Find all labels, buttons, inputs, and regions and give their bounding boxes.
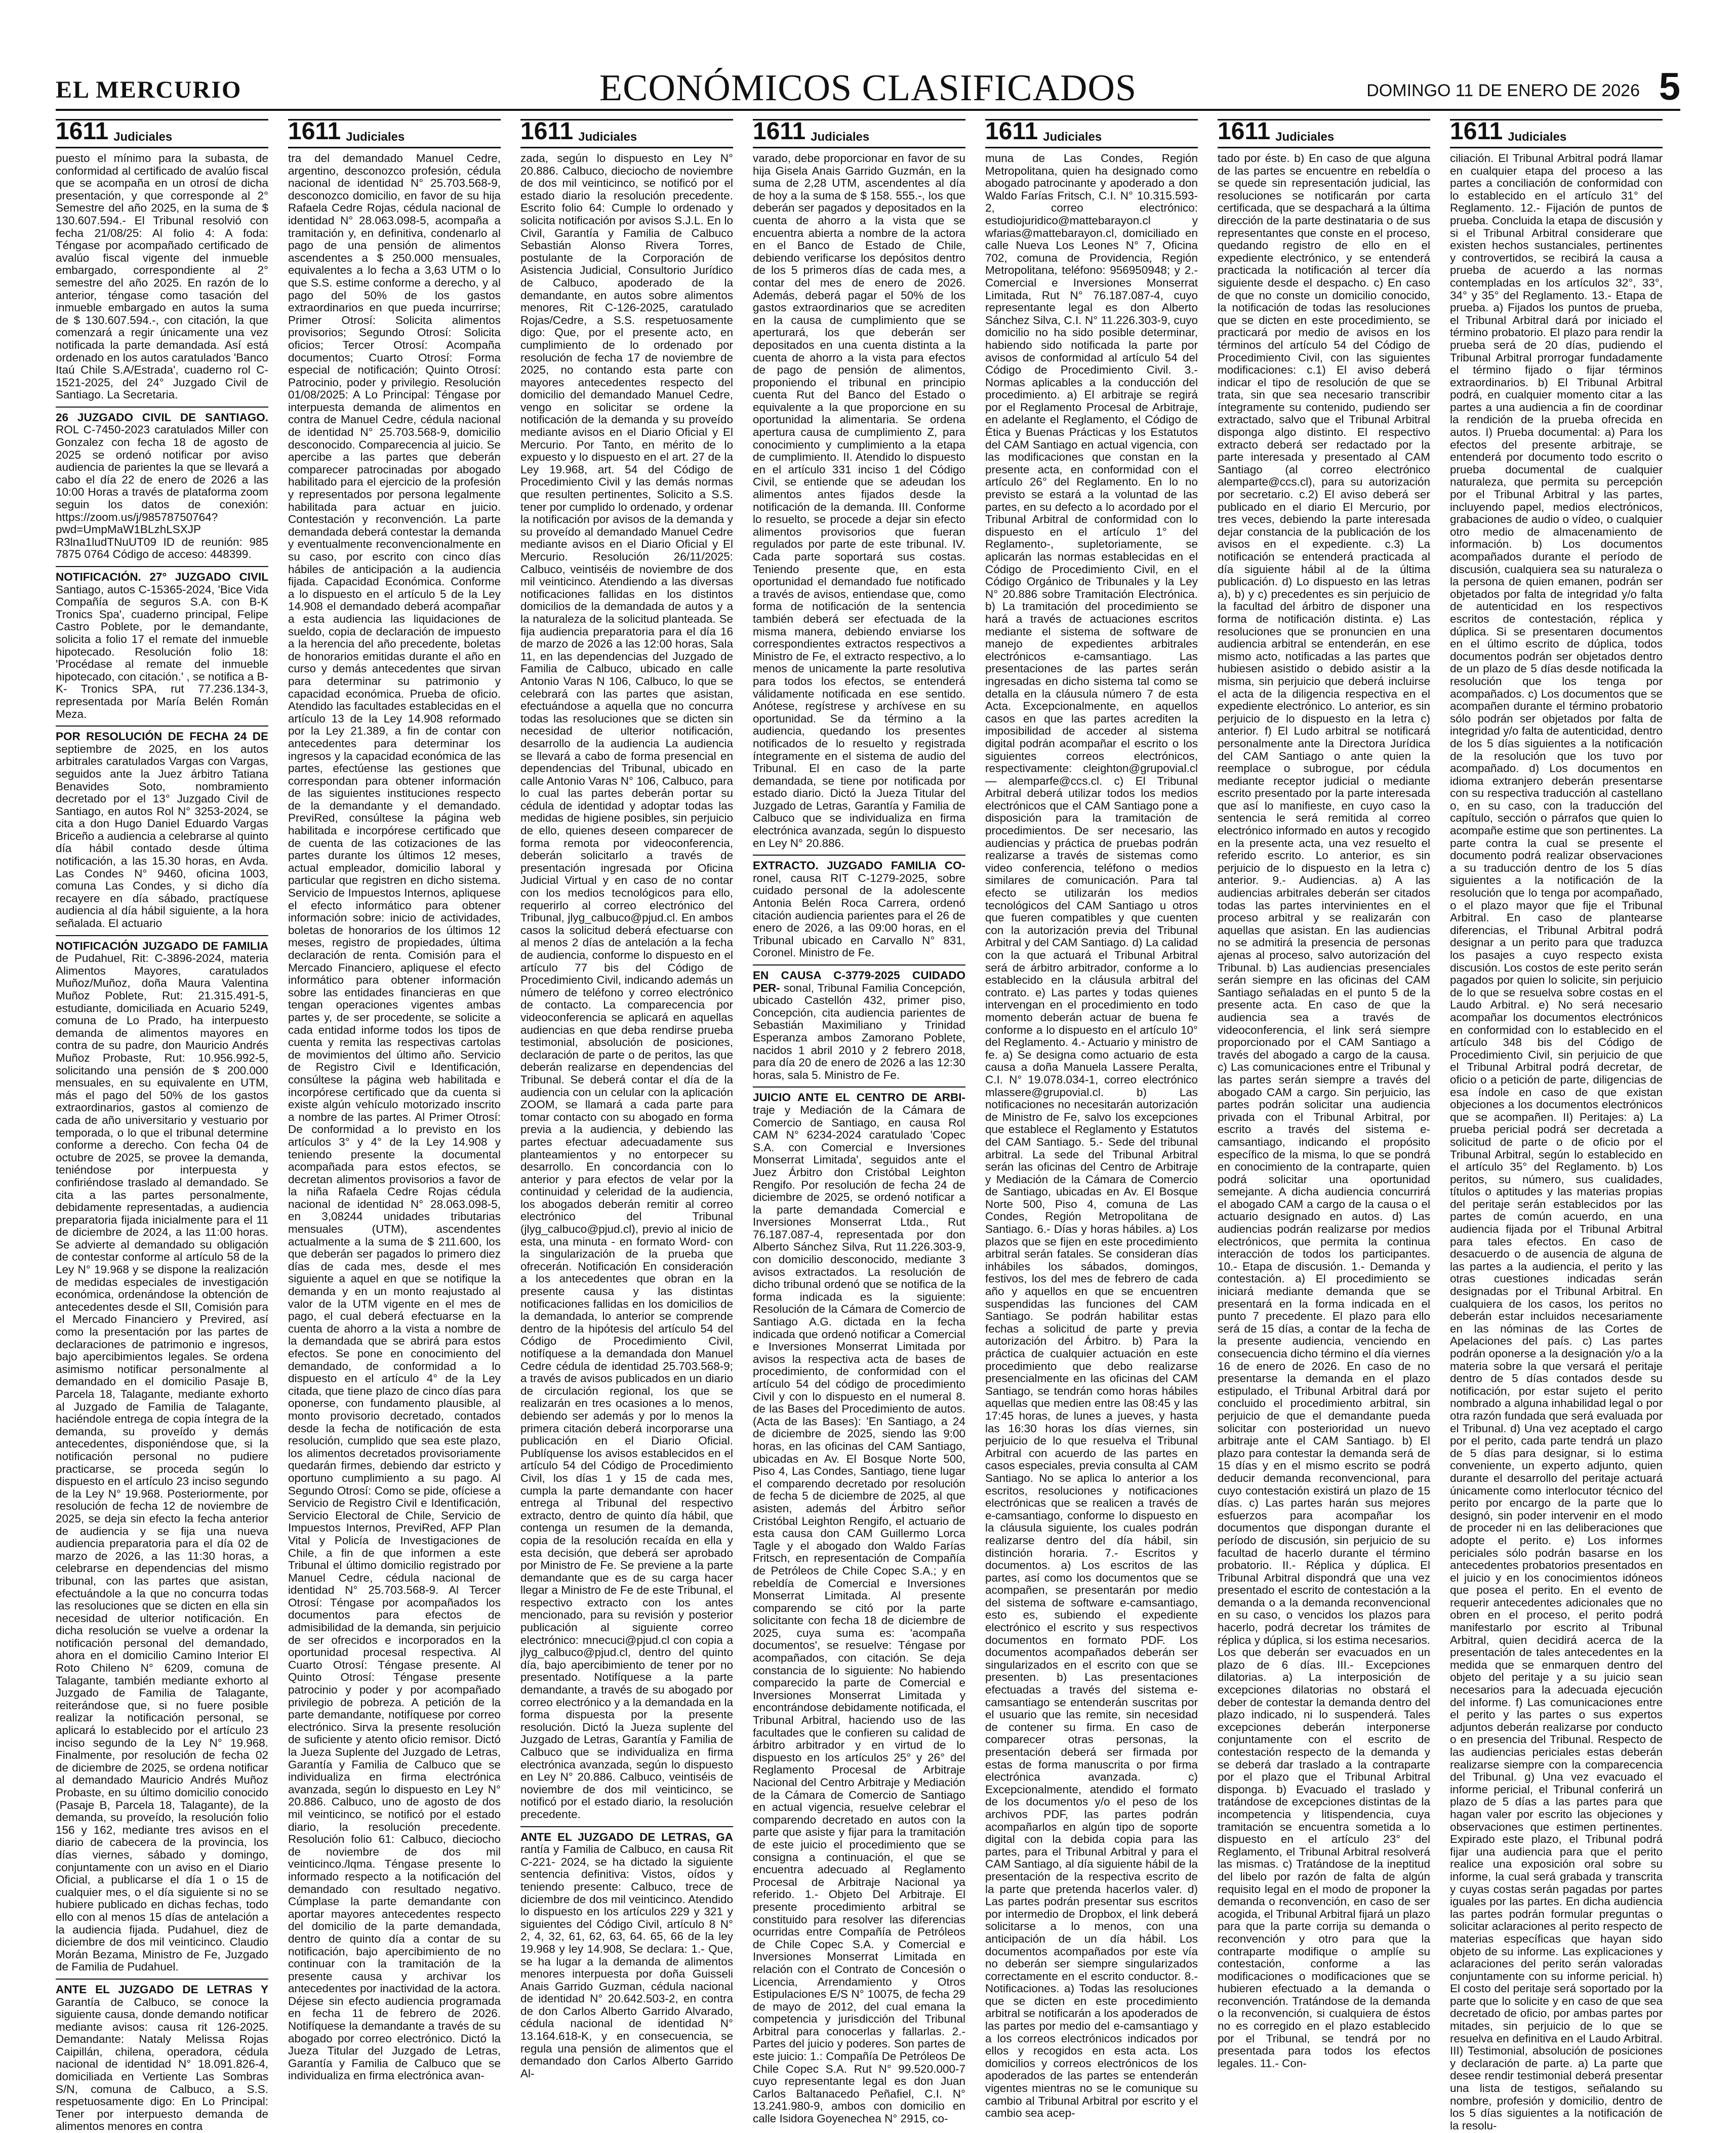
notice-body: tado por éste. b) En caso de que alguna de las partes se encuentre en rebeldía o se quede sin representación judicial, las resoluciones se notificarán por carta certificada, que se despachará a la última dirección de la parte destinataria o de sus representantes que conste en el proceso, quedando registro de ello en el expediente electrónico, y se entenderá practicada la notificación al tercer día siguiente desde el despacho. c) En caso de que no conste un domicilio conocido, la notificación de todas las resoluciones que se dicten en este procedimiento, se practicará por medio de avisos en los términos del artículo 54 del Código de Procedimiento Civil, con las siguientes modificaciones: c.1) El aviso deberá indicar el tipo de resolución de que se trata, sin que sea necesario transcribir íntegramente su contenido, pudiendo ser extractado, salvo que el Tribunal Arbitral disponga algo distinto. El respectivo extracto deberá ser redactado por la parte interesada y presentado al CAM Santiago (al correo electrónico alemparte@ccs.cl), para su autorización por secretario. c.2) El aviso deberá ser publicado en el diario El Mercurio, por tres veces, debiendo la parte interesada dejar constancia de la publicación de los avisos en el expediente. c.3) La notificación se entenderá practicada al día siguiente hábil al de la última publicación. d) Lo dispuesto en las letras a), b) y c) precedentes es sin perjuicio de la facultad del árbitro de disponer una forma de notificación distinta. e) Las resoluciones que se pronuncien en una audiencia arbitral se entenderán, en ese mismo acto, notificadas a las partes que hubiesen asistido o debido asistir a la misma, sin perjuicio que deberá incluirse el acta de la diligencia respectiva en el expediente electrónico. Lo anterior, es sin perjuicio de lo dispuesto en la letra c) anterior. f) El Ludo arbitral se notificará personalmente ante la Directora Jurídica del CAM Santiago o ante quien la reemplace o subrogue, por cédula mediante receptor judicial o mediante escrito presentado por la parte interesada que así lo manifieste, en cuyo caso la sentencia le será remitida al correo electrónico informado en autos y recogido en la presente acta, una vez resuelto el referido escrito. Lo anterior, es sin perjuicio de lo dispuesto en la letra c) anterior. 9.- Audiencias. a) A las audiencias arbitrales deberán ser citados todas las partes intervinientes en el proceso arbitral y se realizarán con aquellas que asistan. En las audiencias no se admitirá la presencia de personas ajenas al proceso, salvo autorización del Tribunal. b) Las audiencias presenciales serán siempre en las oficinas del CAM Santiago señaladas en el punto 5 de la presente acta. En caso de que la audiencia sea a través de videoconferencia, el link será siempre proporcionado por el CAM Santiago a través del abogado a cargo de la causa. c) Las comunicaciones entre el Tribunal y las partes serán siempre a través del abogado CAM a cargo. Sin perjuicio, las partes podrán solicitar una audiencia privada con el Tribunal Arbitral, por escrito a través del sistema e-camsantiago, indicando el propósito específico de la misma, lo que se pondrá en conocimiento de la contraparte, quien podrá solicitar una oportunidad semejante. A dicha audiencia concurrirá el abogado CAM a cargo de la causa o el actuario designado en autos. d) Las audiencias podrán realizarse por medios electrónicos, que permita la continua interacción de todos los participantes. 10.- Etapa de discusión. 1.- Demanda y contestación. a) El procedimiento se iniciará mediante demanda que se presentará en la forma indicada en el punto 7 precedente. El plazo para ello será de 15 días, a contar de la fecha de la presente audiencia, venciendo en consecuencia dicho término el día viernes 16 de enero de 2026. En caso de no presentarse la demanda en el plazo estipulado, el Tribunal Arbitral dará por concluido el procedimiento arbitral, sin perjuicio de que el demandante pueda solicitar con posterioridad un nuevo arbitraje ante el CAM Santiago. b) El plazo para contestar la demanda será de 15 días y en el mismo escrito se podrá deducir demanda reconvencional, para cuyo contestación existirá un plazo de 15 días. c) Las partes harán sus mejores esfuerzos para acompañar los documentos que dispongan durante el período de discusión, sin perjuicio de su facultad de hacerlo durante el término probatorio. II.- Réplica y dúplica. El Tribunal Arbitral dispondrá que una vez presentado el escrito de contestación a la demanda o a la demanda reconvencional en su caso, o vencidos los plazos para hacerlo, podrá decretar los trámites de réplica y dúplica, si los estima necesarios. Los que deberán ser evacuados en un plazo de 6 días. III.- Excepciones dilatorias. a) La interposición de excepciones dilatorias no obstará el deber de contestar la demanda dentro del plazo indicado, ni lo suspenderá. Tales excepciones deberán interponerse conjuntamente con el escrito de contestación respecto de la demanda y se deberá dar traslado a la contraparte por el plazo que el Tribunal Arbitral disponga. b) Evacuado el traslado y tratándose de excepciones distintas de la incompetencia y litispendencia, cuya tramitación se encuentra sometida a lo dispuesto en el artículo 23° del Reglamento, el Tribunal Arbitral resolverá las mismas. c) Tratándose de la ineptitud del libelo por razón de falta de algún requisito legal en el modo de proponer la demanda o reconvención, en caso de ser acogida, el Tribunal Arbitral fijará un plazo para que la parte corrija su demanda o reconvención y otro para que la contraparte modifique o amplíe su contestación, conforme a las modificaciones o modificaciones que se hubieren efectuado a la demanda o reconvención. Tratándose de la demanda o la reconvención, si cualquiera de éstos no es corregido en el plazo establecido por el Tribunal, se tendrá por no presentada para todos los efectos legales. 11.- Con- xyxy=(1218,152,1430,2070)
notice-body: ROL C-7450-2023 caratulados Miller con Gonzalez con fecha 18 de agosto de 2025 se ordenó notificar por aviso audiencia de parientes la que se llevará a cabo el día 22 de enero de 2026 a las 10:00 Horas a través de plataforma zoom seguin los datos de conexión: https://zoom.us/j/98578750764?pwd=UmpMaW1BLzhLSXJP R3lna1ludTNuUT09 ID de reunión: 985 7875 0764 Código de acceso: 448399. xyxy=(56,423,268,561)
page-number: 5 xyxy=(1659,65,1680,108)
legal-notice xyxy=(520,1831,733,2080)
notice-body: Santiago, autos C-15365-2024, 'Bice Vida Compañía de seguros S.A. con B-K Tronics Spa', cuaderno principal, Felipe Castro Poblete, por le demandante, solicita a folio 17 el remate del inmueble hipotecado. Resolución folio 18: 'Procédase al remate del inmueble hipotecado, con citación.' , se notifica a B-K- Tronics SPA, rut 77.236.134-3, representada por María Belén Román Meza. xyxy=(56,583,268,720)
notice-body: sonal, Tribunal Familia Concepción, ubicado Castellón 432, primer piso, Concepción, cita audiencia parientes de Sebastián Maximiliano y Trinidad Esperanza ambos Zamorano Poblete, nacidos 1 abril 2010 y 2 febrero 2018, para día 20 de enero de 2026 a las 12:30 horas, sala 5. Ministro de Fe. xyxy=(753,981,965,1081)
category-number: 1611 xyxy=(56,118,109,145)
legal-notice xyxy=(753,970,965,1081)
notice-divider xyxy=(56,566,268,567)
classifieds-column xyxy=(1218,118,1430,2070)
classifieds-column xyxy=(288,118,501,2082)
classifieds-columns xyxy=(56,118,1680,2133)
legal-notice xyxy=(56,731,268,930)
legal-notice xyxy=(985,152,1198,2120)
notice-body: zada, según lo dispuesto en Ley N° 20.886. Calbuco, dieciocho de noviembre de dos mil veinticinco, se notificó por el estado diario la resolución precedente. Escrito folio 64: Cumple lo ordenado y solicita notificación por avisos S.J.L. En lo Civil, Garantía y Familia de Calbuco Sebastián Alonso Rivera Torres, postulante de la Corporación de Asistencia Judicial, Consultorio Jurídico de Calbuco, apoderado de la demandante, en autos sobre alimentos menores, Rit C-126-2025, caratulado Rojas/Cedre, a S.S. respetuosamente digo: Que, por el presente acto, en cumplimiento de lo ordenado por resolución de fecha 17 de noviembre de 2025, no contando esta parte con mayores antecedentes respecto del domicilio del demandado Manuel Cedre, vengo en solicitar se ordene la notificación de la demanda y su proveído mediante avisos en el Diario Oficial y El Mercurio. Por Tanto, en mérito de lo expuesto y lo dispuesto en el art. 27 de la Ley 19.968, art. 54 del Código de Procedimiento Civil y las demás normas que resulten pertinentes, Solicito a S.S. tener por cumplido lo ordenado, y ordenar la notificación por avisos de la demanda y su proveído al demandado Manuel Cedre mediante avisos en el Diario Oficial y El Mercurio. Resolución 26/11/2025: Calbuco, veintiséis de noviembre de dos mil veinticinco. Atendiendo a las diversas notificaciones fallidas en los distintos domicilios de la demandada de autos y a la naturaleza de la solicitud planteada. Se fija audiencia preparatoria para el día 16 de marzo de 2026 a las 12:00 horas, Sala 11, en las dependencias del Juzgado de Familia de Calbuco, ubicado en calle Antonio Varas N 106, Calbuco, lo que se celebrará con las partes que asistan, efectuándose a aquella que no concurra todas las resoluciones que se dicten sin necesidad de ulterior notificación, desarrollo de la audiencia La audiencia se llevará a cabo de forma presencial en dependencias del Tribunal, ubicado en calle Antonio Varas N° 106, Calbuco, para lo cual las partes deberán portar su cédula de identidad y adoptar todas las medidas de higiene posibles, sin perjuicio de ello, quienes deseen comparecer de forma remota por videoconferencia, deberán solicitarlo a través de presentación ingresada por Oficina Judicial Virtual y en caso de no contar con los medios tecnológicos para ello, requerirlo al correo electrónico del Tribunal, jlyg_calbuco@pjud.cl. En ambos casos la solicitud deberá efectuarse con al menos 2 días de antelación a la fecha de audiencia, conforme lo dispuesto en el artículo 77 bis del Código de Procedimiento Civil, indicando además un número de teléfono y correo electrónico de contacto. La comparecencia por videoconferencia se aplicará en aquellas audiencias en que deba rendirse prueba testimonial, absolución de posiciones, declaración de parte o de peritos, las que deberán realizarse en dependencias del Tribunal. Se deberá contar el día de la audiencia con un celular con la aplicación ZOOM, se llamará a cada parte para tomar contacto con su abogado en forma previa a la audiencia, y debiendo las partes efectuar adecuadamente sus planteamientos y no entorpecer su desarrollo. En concordancia con lo anterior y para efectos de velar por la continuidad y celeridad de la audiencia, los abogados deberán remitir al correo electrónico del Tribunal (jlyg_calbuco@pjud.cl), previo al inicio de esta, una minuta - en formato Word- con la singularización de la prueba que ofrecerán. Notificación En consideración a los antecedentes que obran en la presente causa y las distintas notificaciones fallidas en los domicilios de la demandada, lo anterior se comprende dentro de la hipótesis del artículo 54 del Código de Procedimiento Civil, notifíquese a la demandada don Manuel Cedre cédula de identidad 25.703.568-9; a través de avisos publicados en un diario de circulación regional, los que se realizarán en tres ocasiones a lo menos, debiendo ser además y por lo menos la primera citación deberá incorporarse una publicación en el Diario Oficial. Publíquense los avisos establecidos en el artículo 54 del Código de Procedimiento Civil, los días 1 y 15 de cada mes, cumpla la parte demandante con hacer entrega al Tribunal del respectivo extracto, dentro de quinto día hábil, que contenga un resumen de la demanda, copia de la resolución recaída en ella y esta decisión, que deberá ser aprobado por Ministro de Fe. Se previene a la parte demandante que es de su carga hacer llegar a Ministro de Fe de este Tribunal, el respectivo extracto con los antes mencionado, para su revisión y posterior publicación al siguiente correo electrónico: mnecuci@pjud.cl con copia a jlyg_calbuco@pjud.cl, dentro del quinto día, bajo apercibimiento de tener por no presentado. Notifíquese a la parte demandante, a través de su abogado por correo electrónico y a la demandada en la forma dispuesta por la presente resolución. Dictó la Jueza suplente del Juzgado de Letras, Garantía y Familia de Calbuco que se individualiza en firma electrónica avanzada, según lo dispuesto en Ley N° 20.886. Calbuco, veintiséis de noviembre de dos mil veinticinco, se notificó por el estado diario, la resolución precedente. xyxy=(520,152,733,1821)
legal-notice xyxy=(56,412,268,561)
legal-notice xyxy=(56,940,268,1974)
category-header xyxy=(1218,119,1430,148)
notice-body: Garantía de Calbuco, se conoce la siguiente causa, donde demando notificar mediante avisos: causa rit 126-2025. Demandante: Nataly Melissa Rojas Caipillán, chilena, operadora, cédula nacional de identidad N° 18.091.826-4, domiciliada en Vertiente Las Sombras S/N, comuna de Calbuco, a S.S. respetuosamente digo: En Lo Principal: Tener por interpuesto demanda de alimentos menores en contra xyxy=(56,1995,268,2133)
classifieds-column xyxy=(985,118,1198,2120)
category-header xyxy=(56,119,268,148)
legal-notice xyxy=(1218,152,1430,2070)
newspaper-name: EL MERCURIO xyxy=(56,76,242,103)
category-label: Judiciales xyxy=(1043,130,1102,144)
category-number: 1611 xyxy=(288,118,341,145)
notice-body: de Pudahuel, Rit: C-3896-2024, materia Alimentos Mayores, caratulados Muñoz/Muñoz, doña Maura Valentina Muñoz Poblete, Rut: 21.315.491-5, estudiante, domiciliada en Acuario 5249, comuna de Lo Prado, ha interpuesto demanda de alimentos mayores en contra de su padre, don Mauricio Andrés Muñoz Probaste, Rut: 10.956.992-5, solicitando una pensión de $ 200.000 mensuales, en su equivalente en UTM, más el pago del 50% de los gastos extraordinarios, gastos al comienzo de cada de año universitario y vestuario por temporada, o lo que el tribunal determine conforme a derecho. Con fecha 04 de octubre de 2025, se provee la demanda, teniéndose por interpuesta y confiriéndose traslado al demandado. Se cita a las partes personalmente, debidamente representadas, a audiencia preparatoria fijada inicialmente para el 11 de diciembre de 2024, a las 11:00 horas. Se advierte al demandado su obligación de contestar conforme al artículo 58 de la Ley N° 19.968 y se dispone la realización de medidas especiales de investigación económica, ordenándose la obtención de antecedentes desde el SII, Comisión para el Mercado Financiero y Previred, así como la presentación por las partes de declaraciones de patrimonio e ingresos, bajo apercibimientos legales. Se ordena asimismo notificar personalmente al demandado en el domicilio Pasaje B, Parcela 18, Talagante, mediante exhorto al Juzgado de Familia de Talagante, haciéndole entrega de copia íntegra de la demanda, su proveído y demás antecedentes, disponiéndose que, si la notificación personal no pudiere practicarse, se proceda según lo dispuesto en el artículo 23 inciso segundo de la Ley N° 19.968. Posteriormente, por resolución de fecha 12 de noviembre de 2025, se deja sin efecto la fecha anterior de audiencia y se fija una nueva audiencia preparatoria para el día 02 de marzo de 2026, a las 11:30 horas, a celebrarse en dependencias del mismo tribunal, con las partes que asistan, efectuándole a la que no concurra todas las resoluciones que se dicten en ella sin necesidad de ulterior notificación. En dicha resolución se vuelve a ordenar la notificación personal del demandado, ahora en el domicilio Camino Interior El Roto Chileno N° 6209, comuna de Talagante, también mediante exhorto al Juzgado de Familia de Talagante, reiterándose que, si no fuere posible realizar la notificación personal, se aplicará lo establecido por el artículo 23 inciso segundo de la Ley N° 19.968. Finalmente, por resolución de fecha 02 de diciembre de 2025, se ordena notificar al demandado Mauricio Andrés Muñoz Probaste, en su último domicilio conocido (Pasaje B, Parcela 18, Talagante), de la demanda, su proveído, la resolución folio 156 y 162, mediante tres avisos en el diario de cabecera de la provincia, los días viernes, sábado y domingo, conjuntamente con un aviso en el Diario Oficial, a publicarse el día 1 o 15 de cualquier mes, o el día siguiente si no se hubiere publicado en dichas fechas, todo ello con al menos 15 días de antelación a la audiencia fijada. Pudahuel, diez de diciembre de dos mil veinticinco. Claudio Morán Bezama, Ministro de Fe, Juzgado de Familia de Pudahuel. xyxy=(56,952,268,1974)
category-number: 1611 xyxy=(1218,118,1271,145)
category-number: 1611 xyxy=(1450,118,1503,145)
notice-lead: EXTRACTO. JUZGADO FAMILIA CO- xyxy=(753,859,965,872)
notice-body: muna de Las Condes, Región Metropolitana, quien ha designado como abogado patrocinante y apoderado a don Waldo Farías Fritsch, C.I. N° 10.315.593-2, correo electrónico: estudiojuridico@mattebarayon.cl y wfarias@mattebarayon.cl, domiciliado en calle Nueva Los Leones N° 7, Oficina 702, comuna de Providencia, Región Metropolitana, teléfono: 956950948; y 2.- Comercial e Inversiones Monserrat Limitada, Rut N° 76.187.087-4, cuyo representante legal es don Alberto Sánchez Silva, C.I. N° 11.226.303-9, cuyo domicilio no ha sido posible determinar, habiendo sido notificada la parte por avisos de conformidad al artículo 54 del Código de Procedimiento Civil. 3.- Normas aplicables a la conducción del procedimiento. a) El arbitraje se regirá por el Reglamento Procesal de Arbitraje, en adelante el Reglamento, el Código de Ética y Buenas Prácticas y los Estatutos del CAM Santiago en actual vigencia, con las modificaciones que constan en la presente acta, en conformidad con el artículo 26° del Reglamento. En lo no previsto se estará a la voluntad de las partes, en su defecto a lo acordado por el Tribunal Arbitral de conformidad con lo dispuesto en el artículo 1° del Reglamento-, supletoriamente, se aplicarán las normas establecidas en el Código de Procedimiento Civil, en el Código Orgánico de Tribunales y la Ley N° 20.886 sobre Tramitación Electrónica. b) La tramitación del procedimiento se hará a través de actuaciones escritos mediante el sistema de software de manejo de expedientes arbitrales electrónicos e-camsantiago. Las presentaciones de las partes serán ingresadas en dicho sistema tal como se detalla en la cláusula número 7 de esta Acta. Excepcionalmente, en aquellos casos en que las partes acrediten la imposibilidad de acceder al sistema digital podrán acompañar el escrito o los siguientes correos electrónicos, respectivamente: cleighton@grupovial.cl — alemparfe@ccs.cl. c) El Tribunal Arbitral deberá utilizar todos los medios electrónicos que el CAM Santiago pone a disposición para la tramitación de procedimientos. De ser necesario, las audiencias y práctica de pruebas podrán realizarse a través de sistemas como video conferencia, teléfono o medios similares de comunicación. Para tal efecto se utilizarán los medios tecnológicos del CAM Santiago u otros que fueren compatibles y que cuenten con la autorización previa del Tribunal Arbitral y del CAM Santiago. d) La calidad con la que actuará el Tribunal Arbitral será de árbitro arbitrador, conforme a lo establecido en la cláusula arbitral del contrato. e) Las partes y todas quienes intervengan en el procedimiento en todo momento deberán actuar de buena fe conforme a lo dispuesto en el artículo 10° del Reglamento. 4.- Actuario y ministro de fe. a) Se designa como actuario de esta causa a doña Manuela Lassere Peralta, C.I. N° 19.078.034-1, correo electrónico mlassere@grupovial.cl. b) Las notificaciones no necesitarán autorización de Ministro de Fe, salvo los excepciones que establece el Reglamento y Estatutos del CAM Santiago. 5.- Sede del tribunal arbitral. La sede del Tribunal Arbitral serán las oficinas del Centro de Arbitraje y Mediación de la Cámara de Comercio de Santiago, ubicadas en Av. El Bosque Norte 500, Piso 4, comuna de Las Condes, Región Metropolitana de Santiago. 6.- Días y horas hábiles. a) Los plazos que se fijen en este procedimiento arbitral serán fatales. Se consideran días inhábiles los sábados, domingos, festivos, los del mes de febrero de cada año y aquellos en que se encuentren suspendidas las funciones del CAM Santiago. Se podrán habilitar estas fechas a solicitud de parte y previa autorización del Árbitro. b) Para la práctica de cualquier actuación en este procedimiento que debo realizarse presencialmente en las oficinas del CAM Santiago, se tendrán como horas hábiles aquellas que medien entre las 08:45 y las 17:45 horas, de lunes a jueves, y hasta las 16:30 horas los días viernes, sin perjuicio de lo que resuelva el Tribunal Arbitral con acuerdo de las partes en casos especiales, previa consulta al CAM Santiago. No se aplica lo anterior a los escritos, resoluciones y notificaciones electrónicas que se realicen a través de e-camsantiago, conforme lo dispuesto en la cláusula siguiente, los cuales podrán realizarse dentro del día hábil, sin distinción horaria. 7.- Escritos y documentos. a) Los escritos de las partes, así como los documentos que se acompañen, se presentarán por medio del sistema de software e-camsantiago, esto es, subiendo el expediente electrónico el escrito y sus respectivos documentos en formato PDF. Los documentos acompañados deberán ser singularizados en el escrito con que se presenten. b) Las presentaciones efectuadas a través del sistema e-camsantiago se entenderán suscritas por el usuario que las remite, sin necesidad de contener su firma. En caso de comparecer otras personas, la presentación deberá ser firmada por estas de forma manuscrita o por firma electrónica avanzada. c) Excepcionalmente, atendido el formato de los documentos y/o el peso de los archivos PDF, las partes podrán acompañarlos en algún tipo de soporte digital con la debida copia para las partes, para el Tribunal Arbitral y para el CAM Santiago, al día siguiente hábil de la presentación de la respectiva escrito de la parte que pretenda hacerlos valer. d) Las partes podrán presentar sus escritos por intermedio de Dropbox, el link deberá solicitarse a lo menos, con una anticipación de un día hábil. Los documentos acompañados por este vía no deberán ser siempre singularizados correctamente en el escrito conductor. 8.- Notificaciones. a) Todas las resoluciones que se dicten en este procedimiento arbitral se notificarán a los apoderados de las partes por medio del e-camsantiago y a los correos electrónicos indicados por ellos y recogidos en esta acta. Los domicilios y correos electrónicos de los apoderados de las partes se entenderán vigentes mientras no se le comunique su cambio al Tribunal Arbitral por escrito y el cambio sea acep- xyxy=(985,152,1198,2120)
section-title: ECONÓMICOS CLASIFICADOS xyxy=(599,67,1137,109)
notice-body: rantía y Familia de Calbuco, en causa Rit C-221- 2024, se ha dictado la siguiente sentencia definitiva: Vistos, oídos y teniendo presente: Calbuco, trece de diciembre de dos mil veinticinco. Atendido lo dispuesto en los artículos 229 y 321 y siguientes del Código Civil, artículo 8 N° 2, 4, 32, 61, 62, 63, 64. 65, 66 de la ley 19.968 y ley 14.908, Se declara: 1.- Que, se ha lugar a la demanda de alimentos menores interpuesta por doña Guisseli Anais Garrido Guzman, cédula nacional de identidad N° 20.642.503-2, en contra de don Carlos Alberto Garrido Alvarado, cédula nacional de identidad N° 13.164.618-K, y en consecuencia, se regula una pensión de alimentos que el demandado don Carlos Alberto Garrido Al- xyxy=(520,1843,733,2080)
category-number: 1611 xyxy=(520,118,574,145)
notice-body: septiembre de 2025, en los autos arbitrales caratulados Vargas con Vargas, seguidos ante la Juez árbitro Tatiana Benavides Soto, nombramiento decretado por el 13° Juzgado Civil de Santiago, en autos Rol N° 3253-2024, se cita a don Hugo Daniel Eduardo Vargas Briceño a audiencia a celebrarse al quinto día hábil contado desde última notificación, a las 15.30 horas, en Avda. Las Condes N° 9460, oficina 1003, comuna Las Condes, y si dicho día recayere en día sábado, practíquese audiencia al día hábil siguiente, a la hora señalada. El actuario xyxy=(56,742,268,930)
category-header xyxy=(288,119,501,148)
legal-notice xyxy=(520,152,733,1821)
category-header xyxy=(753,119,965,148)
classifieds-column xyxy=(1450,118,1663,2132)
notice-body: traje y Mediación de la Cámara de Comercio de Santiago, en causa Rol CAM N° 6234-2024 caratulado 'Copec S.A. con Comercial e Inversiones Monserrat Limitada', seguidos ante el Juez Árbitro don Cristóbal Leighton Rengifo. Por resolución de fecha 24 de diciembre de 2025, se ordenó notificar a la parte demandada Comercial e Inversiones Monserrat Ltda., Rut 76.187.087-4, representada por don Alberto Sánchez Silva, Rut 11.226.303-9, con domicilio desconocido, mediante 3 avisos extractados. La resolución de dicho tribunal ordenó que se notifica de la forma indicada es la siguiente: Resolución de la Cámara de Comercio de Santiago A.G. dictada en la fecha indicada que ordenó notificar a Comercial e Inversiones Monserrat Limitada por avisos la respectiva acta de bases de procedimiento, de conformidad con el artículo 54 del código de procedimiento Civil y con lo dispuesto en el numeral 8. de las Bases del Procedimiento de autos. (Acta de las Bases): 'En Santiago, a 24 de diciembre de 2025, siendo las 9:00 horas, en las oficinas del CAM Santiago, ubicadas en Av. El Bosque Norte 500, Piso 4, Las Condes, Santiago, tiene lugar el comparendo decretado por resolución de fecha 5 de diciembre de 2025, al que asisten, además del Árbitro señor Cristóbal Leighton Rengifo, el actuario de esta causa don CAM Guillermo Lorca Tagle y el abogado don Waldo Farías Fritsch, en representación de Compañía de Petróleos de Chile Copec S.A.; y en rebeldía de Comercial e Inversiones Monserrat Limitada. Al presente comparendo se citó por la parte solicitante con fecha 18 de diciembre de 2025, cuya suma es: 'acompaña documentos', se resuelve: Téngase por acompañados, con citación. Se deja constancia de lo siguiente: No habiendo comparecido la parte de Comercial e Inversiones Monserrat Limitada y encontrándose debidamente notificada, el Tribunal Arbitral, haciendo uso de las facultades que le confieren su calidad de árbitro arbitrador y en virtud de lo dispuesto en los artículos 25° y 26° del Reglamento Procesal de Arbitraje Nacional del Centro Arbitraje y Mediación de la Cámara de Comercio de Santiago en actual vigencia, resuelve celebrar el comparendo decretado en autos con la parte que asiste y fijar para la tramitación de este juicio el procedimiento que se consigna a continuación, el que se encuentra adecuado al Reglamento Procesal de Arbitraje Nacional ya referido. 1.- Objeto Del Arbitraje. El presente procedimiento arbitral se constituido para resolver las diferencias ocurridas entre Compañía de Petróleos de Chile Copec S.A. y Comercial e Inversiones Monserrat Limitada en relación con el Contrato de Concesión o Licencia, Arrendamiento y Otros Estipulaciones E/S N° 10075, de fecha 29 de mayo de 2012, del cual emana la competencia y jurisdicción del Tribunal Arbitral para conocerlas y fallarlas. 2.- Partes del juicio y poderes. Son partes de este juicio: 1.: Compañía De Petróleos De Chile Copec S.A. Rut N° 99.520.000-7 cuyo representante legal es don Juan Carlos Baltanacedo Peñafiel, C.I. N° 13.241.980-9, ambos con domicilio en calle Isidora Goyenechea N° 2915, co- xyxy=(753,1103,965,2125)
notice-lead: EN CAUSA C-3779-2025 CUIDADO PER- xyxy=(753,969,965,994)
category-number: 1611 xyxy=(753,118,806,145)
notice-lead: JUICIO ANTE EL CENTRO DE ARBI- xyxy=(753,1091,965,1104)
category-header xyxy=(985,119,1198,148)
legal-notice xyxy=(753,860,965,959)
notice-lead: ANTE EL JUZGADO DE LETRAS Y xyxy=(56,1983,268,1996)
notice-divider xyxy=(753,855,965,856)
category-number: 1611 xyxy=(985,118,1038,145)
notice-body: ciliación. El Tribunal Arbitral podrá llamar en cualquier etapa del proceso a las partes a conciliación de conformidad con lo establecido en el artículo 31° del Reglamento. 12.- Fijación de puntos de prueba. Concluida la etapa de discusión y si el Tribunal Arbitral considerare que existen hechos sustanciales, pertinentes y controvertidos, se recibirá la causa a prueba de acuerdo a las normas contempladas en los artículos 32°, 33°, 34° y 35° del Reglamento. 13.- Etapa de prueba. a) Fijados los puntos de prueba, el Tribunal Arbitral dará por iniciado el término probatorio. El plazo para rendir la prueba será de 20 días, pudiendo el Tribunal Arbitral prorrogar fundadamente el término fijado o fijar términos extraordinarios. b) El Tribunal Arbitral podrá, en cualquier momento citar a las partes a una audiencia a fin de coordinar la rendición de la prueba ofrecida en autos. I) Prueba documental: a) Para los efectos del presente arbitraje, se entenderá por documento todo escrito o prueba documental de cualquier naturaleza, que permita su percepción por el Tribunal Arbitral y las partes, incluyendo papel, medios electrónicos, grabaciones de audio o vídeo, o cualquier otro medio de almacenamiento de información. b) Los documentos acompañados durante el período de discusión, cualquiera sea su naturaleza o la persona de quien emanen, podrán ser objetados por falta de integridad y/o falta de autenticidad en los respectivos escritos de contestación, réplica y dúplica. Si se presentaren documentos en el último escrito de dúplica, todos documentos podrán ser objetados dentro de un plazo de 5 días desde notificada la resolución que los tenga por acompañados. c) Los documentos que se acompañen durante el término probatorio sólo podrán ser objetados por falta de integridad y/o falta de autenticidad, dentro de los 5 días siguientes a la notificación de la resolución que los tuvo por acompañado. d) Los documentos en idioma extranjero deberán presentarse con su respectiva traducción al castellano o, en su caso, con la traducción del capítulo, sección o párrafos que quien lo acompañe estime que son pertinentes. La parte contra la cual se presente el documento podrá realizar observaciones a su traducción dentro de los 5 días siguientes a la notificación de la resolución que lo tenga por acompañado, o el plazo mayor que fije el Tribunal Arbitral. En caso de plantearse diferencias, el Tribunal Arbitral podrá designar a un perito para que traduzca los pasajes a cuyo respecto exista discusión. Los costos de este perito serán pagados por quien lo solicite, sin perjuicio de lo que se resuelva sobre costas en el Laudo Arbitral. e) No será necesario acompañar los documentos electrónicos en conformidad con lo establecido en el artículo 348 bis del Código de Procedimiento Civil, sin perjuicio de que el Tribunal Arbitral podrá decretar, de oficio o a petición de parte, diligencias de esa índole en caso de que existan objeciones a los documentos electrónicos que se acompañen. II) Peritajes: a) La prueba pericial podrá ser decretada a solicitud de parte o de oficio por el Tribunal Arbitral, según lo establecido en el artículo 35° del Reglamento. b) Los peritos, su número, sus cualidades, títulos o aptitudes y las materias propias del peritaje serán establecidos por las partes de común acuerdo, en una audiencia fijada por el Tribunal Arbitral para tales efectos. En caso de desacuerdo o de ausencia de alguna de las partes a la audiencia, el perito y las otras cuestiones indicadas serán designadas por el Tribunal Arbitral. En cualquiera de los casos, los peritos no deberán estar incluidos necesariamente en las nóminas de las Cortes de Apelaciones del país. c) Las partes podrán oponerse a la designación y/o a la materia sobre la que versará el peritaje dentro de 5 días contados desde su notificación, por estar sujeto el perito nombrado a alguna inhabilidad legal o por otra razón fundada que será evaluada por el Tribunal. d) Una vez aceptado el cargo por el perito, cada parte tendrá un plazo de 5 días para designar, si lo estima conveniente, un experto adjunto, quien durante el desarrollo del peritaje actuará únicamente como interlocutor técnico del perito por encargo de la parte que lo designó, sin poder intervenir en el modo de proceder ni en las deliberaciones que adopte el perito. e) Los informes periciales sólo podrán basarse en los antecedentes probatorios presentados en el juicio y en los conocimientos idóneos que posea el perito. En el evento de requerir antecedentes adicionales que no obren en el proceso, el perito podrá manifestarlo por escrito al Tribunal Arbitral, quien decidirá acerca de la presentación de tales antecedentes en la medida que se enmarquen dentro del objeto del peritaje y a su juicio sean necesarios para la adecuada ejecución del informe. f) Las comunicaciones entre el perito y las partes o sus expertos adjuntos deberán realizarse por conducto o en presencia del Tribunal. Respecto de las audiencias periciales estas deberán realizarse siempre con la comparecencia del Tribunal. g) Una vez evacuado el informe pericial, el Tribunal conferirá un plazo de 5 días a las partes para que hagan valer por escrito las objeciones y observaciones que estimen pertinentes. Expirado este plazo, el Tribunal podrá fijar una audiencia para que el perito realice una exposición oral sobre su informe, la cual será grabada y transcrita y cuyas costas serán pagadas por partes iguales por las partes. En dicha audiencia las partes podrán formular preguntas o solicitar aclaraciones al perito respecto de materias específicas que hayan sido objeto de su informe. Las explicaciones y aclaraciones del perito serán valoradas conjuntamente con su informe pericial. h) El costo del peritaje será soportado por la parte que lo solicite y en caso de que sea decretado de oficio, por ambas partes por mitades, sin perjuicio de lo que se resuelva en definitiva en el Laudo Arbitral. III) Testimonial, absolución de posiciones y declaración de parte. a) La parte que desee rendir testimonial deberá presentar una lista de testigos, señalando su nombre, profesión y domicilio, dentro de los 5 días siguientes a la notificación de la resolu- xyxy=(1450,152,1663,2132)
notice-body: puesto el mínimo para la subasta, de conformidad al certificado de avalúo fiscal que se acompaña en un otrosí de dicha presentación, y que corresponde al 2° Semestre del año 2025, en la suma de $ 130.607.594.- El Tribunal resolvió con fecha 21/08/25: Al folio 4: A foda: Téngase por acompañado certificado de avalúo fiscal vigente del inmueble embargado, correspondiente al 2° semestre del año 2025. En razón de lo anterior, téngase como tasación del inmueble embargado en autos la suma de $ 130.607.594.-, con citación, la que comenzará a regir únicamente una vez notificada la parte demandada. Así está ordenado en los autos caratulados 'Banco Itaú Chile S.A/Estrada', cuaderno rol C-1521-2025, del 24° Juzgado Civil de Santiago. La Secretaria. xyxy=(56,152,268,401)
notice-body: varado, debe proporcionar en favor de su hija Gisela Anais Garrido Guzmán, en la suma de 2,28 UTM, ascendentes al día de hoy a la suma de $ 158. 555.-, los que deberán ser pagados y depositados en la cuenta de ahorro a la vista que se encuentra abierta a nombre de la actora en el Banco de Estado de Chile, debiendo verificarse los depósitos dentro de los 5 primeros días de cada mes, a contar del mes de enero de 2026. Además, deberá pagar el 50% de los gastos extraordinarios que se acrediten en la causa de cumplimiento que se aperturará, los que deberán ser depositados en una cuenta distinta a la cuenta de ahorro a la vista para efectos de pago de pensión de alimentos, proponiendo el tribunal en principio cuenta Rut del Banco del Estado o equivalente a la que proporcione en su oportunidad la alimentaria. Se ordena apertura causa de cumplimiento Z, para conocimiento y cumplimiento a la etapa de cumplimiento. II. Atendido lo dispuesto en el artículo 331 inciso 1 del Código Civil, se entiende que se adeudan los alimentos antes fijados desde la notificación de la demanda. III. Conforme lo resuelto, se procede a dejar sin efecto alimentos provisorios que fueran regulados por parte de este tribunal. IV. Cada parte soportará sus costas. Teniendo presente que, en esta oportunidad el demandado fue notificado a través de avisos, entiendase que, como forma de notificación de la sentencia también deberá ser efectuada de la misma manera, debiendo enviarse los correspondientes extractos respectivos a Ministro de Fe, el extracto respectivo, a lo menos de unicamente la parte resolutiva para todos los efectos, se entenderá válidamente notificada en ese sentido. Anótese, regístrese y archívese en su oportunidad. Se da término a la audiencia, quedando los presentes notificados de lo resuelto y registrada íntegramente en el sistema de audio del Tribunal. El en caso de la parte demandada, se tiene por notificada por estado diario. Dictó la Jueza Titular del Juzgado de Letras, Garantía y Familia de Calbuco que se individualiza en firma electrónica avanzada, según lo dispuesto en Ley N° 20.886. xyxy=(753,152,965,850)
legal-notice xyxy=(753,1092,965,2125)
notice-divider xyxy=(753,1086,965,1088)
legal-notice xyxy=(56,571,268,720)
notice-divider xyxy=(520,1826,733,1827)
notice-divider xyxy=(56,935,268,936)
issue-date: DOMINGO 11 DE ENERO DE 2026 xyxy=(1366,81,1640,100)
classifieds-column xyxy=(520,118,733,2080)
category-label: Judiciales xyxy=(113,130,173,144)
notice-divider xyxy=(56,407,268,408)
category-label: Judiciales xyxy=(346,130,405,144)
notice-body: tra del demandado Manuel Cedre, argentino, desconozco profesión, cédula nacional de identidad N° 25.703.568-9, desconozco domicilio, en favor de su hija Rafaela Cedre Rojas, cédula nacional de identidad N° 28.063.098-5, acompaña a tramitación y, en definitiva, condenarlo al pago de una pensión de alimentos ascendentes a $ 250.000 mensuales, equivalentes a lo fecha a 3,63 UTM o lo que S.S. estime conforme a derecho, y al pago del 50% de los gastos extraordinarios en que pueda incurrirse; Primer Otrosí: Solicita alimentos provisorios; Segundo Otrosí: Solicita oficios; Tercer Otrosí: Acompaña documentos; Cuarto Otrosí: Forma especial de notificación; Quinto Otrosí: Patrocinio, poder y privilegio. Resolución 01/08/2025: A Lo Principal: Téngase por interpuesta demanda de alimentos en contra de Manuel Cedre, cédula nacional de identidad N° 25.703.568-9, domicilio desconocido. Comparecencia al juicio. Se apercibe a las partes que deberán comparecer patrocinadas por abogado habilitado para el ejercicio de la profesión y representados por persona legalmente habilitada para actuar en juicio. Contestación y reconvención. La parte demandada deberá contestar la demanda y eventualmente reconvencionalmente en su caso, por escrito con cinco días hábiles de anticipación a la audiencia fijada. Capacidad Económica. Conforme a lo dispuesto en el artículo 5 de la Ley 14.908 el demandado deberá acompañar a esta audiencia las liquidaciones de sueldo, copia de declaración de impuesto a la herencia del año precedente, boletas de honorarios emitidas durante el año en curso y demás antecedentes que sirvan para determinar su patrimonio y capacidad económica. Prueba de oficio. Atendido las facultades establecidas en el artículo 13 de la Ley 14.908 reformado por la Ley 21.389, a fin de contar con antecedentes para determinar los ingresos y la capacidad económica de las partes, efectúense las gestiones que correspondan para obtener información de las siguientes instituciones respecto de la demandante y el demandado. PreviRed, consúltese la página web habilitada e incorpórese certificado que de cuenta de las cotizaciones de las partes durante los últimos 12 meses, actual empleador, domicilio laboral y particular que registren en dicho sistema. Servicio de Impuestos Internos, apliquese el efecto informático para obtener información sobre: inicio de actividades, boletas de honorarios de los últimos 12 meses, registro de propiedades, última declaración de renta. Comisión para el Mercado Financiero, apliquese el efecto informático para obtener información sobre las entidades financieras en que tengan operaciones vigentes ambas partes y, de ser procedente, se solicite a cada entidad informe todos los tipos de cuenta y remita las respectivas cartolas de movimientos del último año. Servicio de Registro Civil e Identificación, consúltese la página web habilitada e incorpórese certificado que da cuenta si existe algún vehículo motorizado inscrito a nombre de las partes. Al Primer Otrosí: De conformidad a lo previsto en los artículos 3° y 4° de la Ley 14.908 y teniendo presente la documental acompañada para estos efectos, se decretan alimentos provisorios a favor de la niña Rafaela Cedre Rojas cédula nacional de identidad N° 28.063.098-5, en 3,08244 unidades tributarias mensuales (UTM), ascendentes actualmente a la suma de $ 211.600, los que deberán ser pagados lo primero diez días de cada mes, desde el mes siguiente a aquel en que se notifique la demanda y en un monto reajustado al valor de la UTM vigente en el mes de pago, el cual deberá efectuarse en la cuenta de ahorro a la vista a nombre de la demandada que se abrirá para estos efectos. Se pone en conocimiento del demandado, de conformidad a lo dispuesto en el artículo 4° de la Ley citada, que tiene plazo de cinco días para oponerse, con fundamento plausible, al monto provisorio decretado, contados desde la fecha de notificación de esta resolución, cumplido que sea este plazo, los alimentos decretados provisoriamente quedarán firmes, debiendo dar estricto y oportuno cumplimiento a su pago. Al Segundo Otrosí: Como se pide, ofíciese a Servicio de Registro Civil e Identificación, Servicio Electoral de Chile, Servicio de Impuestos Internos, PreviRed, AFP Plan Vital y Policía de Investigaciones de Chile, a fin de que informen a este Tribunal el último domicilio registrado por Manuel Cedre, cédula nacional de identidad N° 25.703.568-9. Al Tercer Otrosí: Téngase por acompañados los documentos para efectos de admisibilidad de la demanda, sin perjuicio de ser ofrecidos e incorporados en la oportunidad procesal respectiva. Al Cuarto Otrosí: Téngase presente. Al Quinto Otrosí: Téngase presente patrocinio y poder y por acompañado privilegio de pobreza. A petición de la parte demandante, notifíquese por correo electrónico. Sirva la presente resolución de suficiente y atento oficio remisor. Dictó la Jueza Suplente del Juzgado de Letras, Garantía y Familia de Calbuco que se individualiza en firma electrónica avanzada, según lo dispuesto en Ley N° 20.886. Calbuco, uno de agosto de dos mil veinticinco, se notificó por el estado diario, la resolución precedente. Resolución folio 61: Calbuco, dieciocho de noviembre de dos mil veinticinco./lqma. Téngase presente lo informado respecto a la notificación del demandado con resultado negativo. Cúmplase la parte demandante con aportar mayores antecedentes respecto del domicilio de la parte demandada, dentro de quinto día a contar de su notificación, bajo apercibimiento de no continuar con la tramitación de la presente causa y archivar los antecedentes por inactividad de la actora. Déjese sin efecto audiencia programada en fecha 11 de febrero de 2026. Notifíquese la demandante a través de su abogado por correo electrónico. Dictó la Jueza Titular del Juzgado de Letras, Garantía y Familia de Calbuco que se individualiza en firma electrónica avan- xyxy=(288,152,501,2082)
legal-notice xyxy=(56,152,268,401)
category-label: Judiciales xyxy=(811,130,870,144)
notice-divider xyxy=(56,1979,268,1980)
notice-lead: NOTIFICACIÓN. 27° JUZGADO CIVIL xyxy=(56,571,268,583)
category-label: Judiciales xyxy=(1508,130,1567,144)
legal-notice xyxy=(1450,152,1663,2132)
page-header xyxy=(56,61,1680,111)
category-label: Judiciales xyxy=(578,130,637,144)
notice-lead: ANTE EL JUZGADO DE LETRAS, GA xyxy=(520,1830,733,1843)
category-header xyxy=(520,119,733,148)
legal-notice xyxy=(288,152,501,2082)
legal-notice xyxy=(56,1984,268,2133)
category-header xyxy=(1450,119,1663,148)
notice-divider xyxy=(753,964,965,965)
classifieds-column xyxy=(753,118,965,2125)
notice-body: ronel, causa RIT C-1279-2025, sobre cuidado personal de la adolescente Antonia Belén Roca Carrera, ordenó citación audiencia parientes para el 26 de enero de 2026, a las 09:00 horas, en el Tribunal ubicado en Carvallo N° 831, Coronel. Ministro de Fe. xyxy=(753,871,965,959)
category-label: Judiciales xyxy=(1275,130,1335,144)
classifieds-column xyxy=(56,118,268,2133)
legal-notice xyxy=(753,152,965,850)
notice-lead: NOTIFICACIÓN JUZGADO DE FAMILIA xyxy=(56,939,268,952)
notice-lead: 26 JUZGADO CIVIL DE SANTIAGO. xyxy=(56,411,268,424)
notice-lead: POR RESOLUCIÓN DE FECHA 24 DE xyxy=(56,730,268,743)
notice-divider xyxy=(56,726,268,727)
